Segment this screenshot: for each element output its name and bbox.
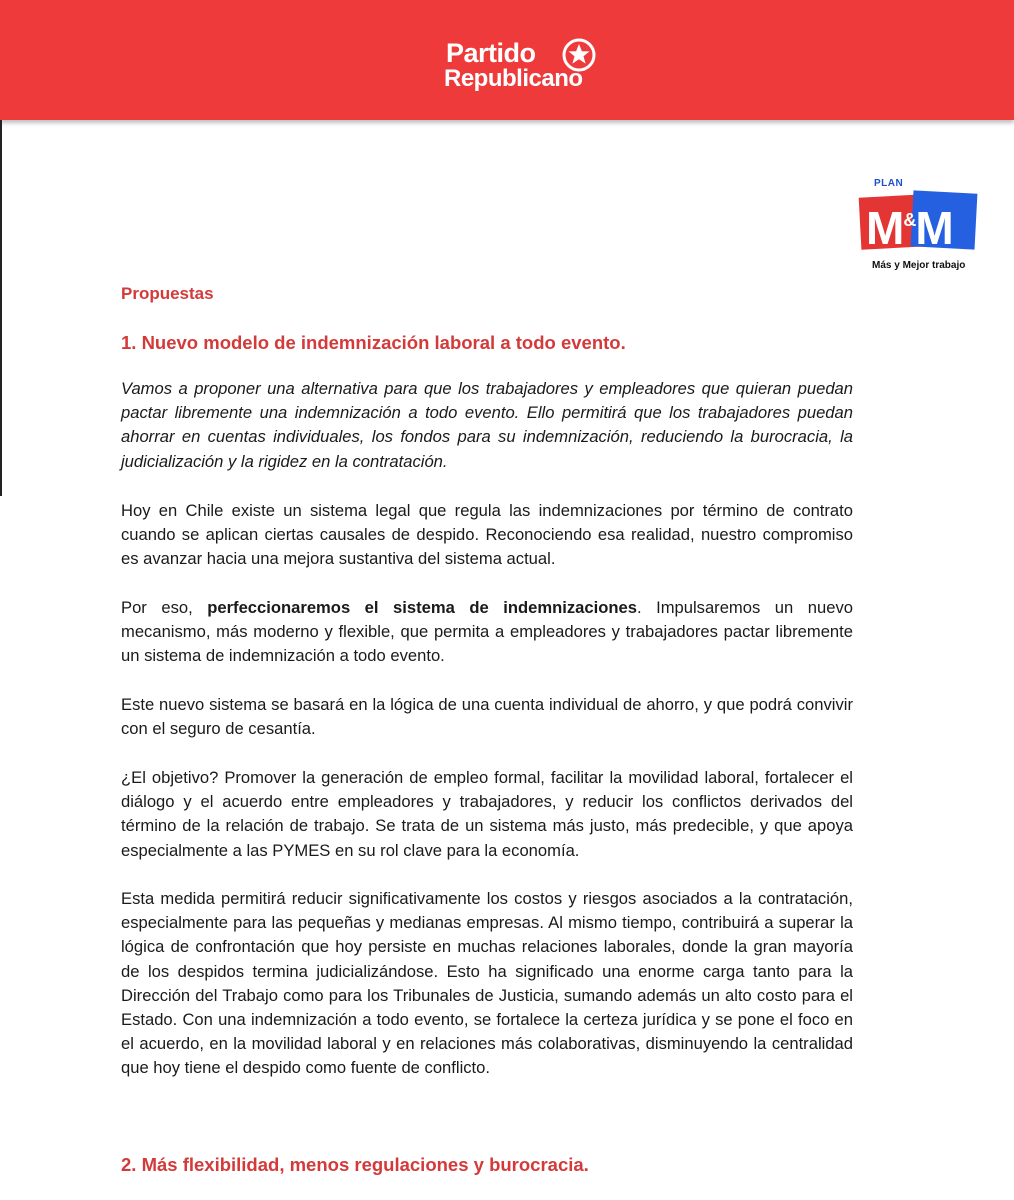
paragraph-2-bold: perfeccionaremos el sistema de indemnizaciones xyxy=(207,598,637,617)
paragraph-3: Este nuevo sistema se basará en la lógica de una cuenta individual de ahorro, y que podrá convivir con el seguro de cesantía. xyxy=(121,695,853,739)
mm-letters xyxy=(866,194,953,254)
plan-mm-logo xyxy=(858,178,980,282)
paragraph-4: ¿El objetivo? Promover la generación de empleo formal, facilitar la movilidad laboral, fortalecer el diálogo y el acuerdo entre empleadores y trabajadores, y reducir los conflictos derivados del término de la relación de trabajo. Se trata de un sistema más justo, más predecible, y que apoya especialmente a las PYMES en su rol clave para la economía. xyxy=(121,768,853,860)
party-logo xyxy=(444,38,604,98)
mm-mark xyxy=(860,190,976,254)
star-icon xyxy=(562,38,596,72)
party-logo-line1: Partido xyxy=(446,38,536,68)
paragraph-2-start: Por eso, xyxy=(121,598,208,617)
plan-tagline: Más y Mejor trabajo xyxy=(872,260,966,271)
paragraph-2-end: . Impulsaremos un nuevo mecanismo, más moderno y flexible, que permita a empleadores y trabajadores pactar libremente un sistema de indemnización a todo evento. xyxy=(121,598,853,666)
paragraph-5: Esta medida permitirá reducir significativamente los costos y riesgos asociados a la contratación, especialmente para las pequeñas y medianas empresas. Al mismo tiempo, contribuirá a superar la lógica de confrontación que hoy persiste en muchas relaciones laborales, donde la gran mayoría de los despidos termina judicializándose. Esto ha significado una enorme carga tanto para la Dirección del Trabajo como para los Tribunales de Justicia, sumando además un alto costo para el Estado. Con una indemnización a todo evento, se fortalece la certeza jurídica y se pone el foco en el acuerdo, en la movilidad laboral y en relaciones más colaborativas, disminuyendo la centralidad que hoy tiene el despido como fuente de conflicto. xyxy=(121,889,853,1078)
party-logo-line2: Republicano xyxy=(444,65,583,92)
paragraph-2 xyxy=(121,596,853,669)
intro-paragraph: Vamos a proponer una alternativa para que los trabajadores y empleadores que quieran puedan pactar libremente una indemnización a todo evento. Ello permitirá que los trabajadores puedan ahorrar en cuentas individuales, los fondos para su indemnización, reduciendo la burocracia, la judicialización y la rigidez en la contratación. xyxy=(121,379,853,471)
mm-letter-right: M xyxy=(915,202,953,254)
plan-label: PLAN xyxy=(874,178,904,189)
mm-letter-left: M xyxy=(866,202,904,254)
mm-ampersand: & xyxy=(903,210,916,230)
header-banner xyxy=(0,0,1014,120)
propuestas-heading: Propuestas xyxy=(121,284,214,303)
section-2-title: 2. Más flexibilidad, menos regulaciones y burocracia. xyxy=(121,1154,589,1175)
left-margin-rule xyxy=(0,120,2,496)
paragraph-1: Hoy en Chile existe un sistema legal que regula las indemnizaciones por término de contrato cuando se aplican ciertas causales de despido. Reconociendo esa realidad, nuestro compromiso es avanzar hacia una mejora sustantiva del sistema actual. xyxy=(121,501,853,569)
section-1-title: 1. Nuevo modelo de indemnización laboral a todo evento. xyxy=(121,332,626,353)
